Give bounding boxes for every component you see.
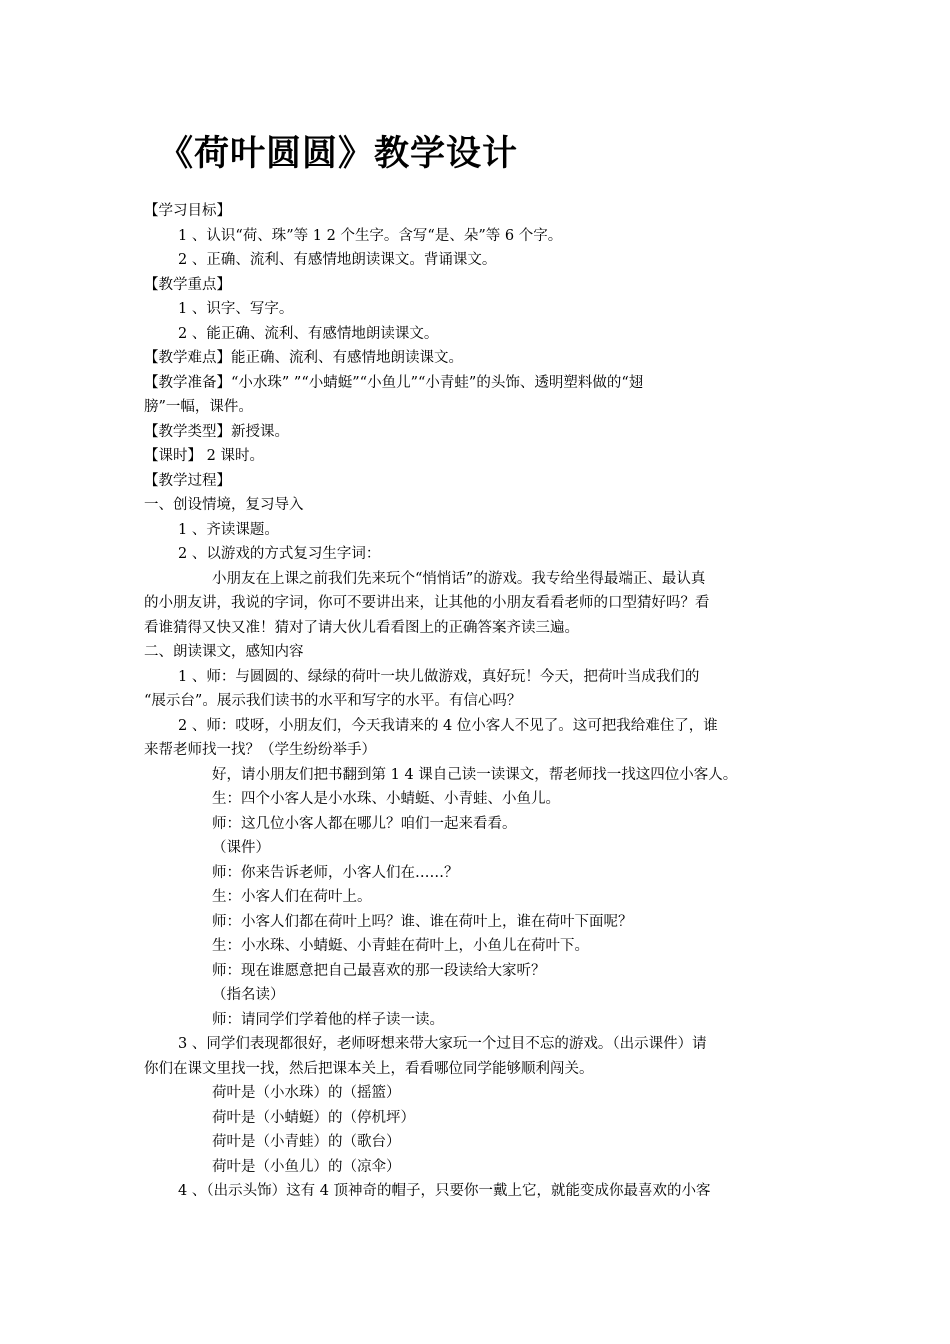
- text-line: 师：现在谁愿意把自己最喜欢的那一段读给大家听？: [212, 962, 546, 979]
- text-line: 2 、以游戏的方式复习生字词：: [178, 546, 381, 562]
- text-line: 3 、同学们表现都很好，老师呀想来带大家玩一个过目不忘的游戏。（出示课件）请: [178, 1036, 707, 1052]
- text-line: 荷叶是（小蜻蜓）的（停机坪）: [212, 1109, 415, 1126]
- text-line: 你们在课文里找一找，然后把课本关上，看看哪位同学能够顺利闯关。: [144, 1060, 594, 1077]
- text-line: 膀”一幅，课件。: [144, 399, 253, 415]
- text-line: 师：小客人们都在荷叶上吗？谁、谁在荷叶上，谁在荷叶下面呢？: [212, 913, 633, 930]
- text-line: 生：小客人们在荷叶上。: [212, 889, 372, 905]
- text-line: 【课时】 2 课时。: [144, 448, 264, 464]
- text-line: 好，请小朋友们把书翻到第 1 4 课自己读一读课文，帮老师找一找这四位小客人。: [212, 766, 738, 783]
- text-line: 【学习目标】: [144, 203, 231, 219]
- text-line: 师：你来告诉老师，小客人们在……？: [212, 864, 459, 881]
- text-line: 荷叶是（小青蛙）的（歌台）: [212, 1134, 401, 1150]
- text-line: 1 、识字、写字。: [178, 301, 294, 317]
- text-line: 的小朋友讲，我说的字词，你可不要讲出来，让其他的小朋友看看老师的口型猜好吗？看: [144, 595, 710, 611]
- text-line: （指名读）: [212, 987, 285, 1003]
- text-line: 生：四个小客人是小水珠、小蜻蜓、小青蛙、小鱼儿。: [212, 791, 560, 807]
- text-line: 一、创设情境，复习导入: [144, 497, 304, 513]
- text-line: 2 、正确、流利、有感情地朗读课文。背诵课文。: [178, 252, 497, 268]
- text-line: 1 、师：与圆圆的、绿绿的荷叶一块儿做游戏，真好玩！今天，把荷叶当成我们的: [178, 668, 700, 685]
- text-line: 2 、师：哎呀，小朋友们，今天我请来的 4 位小客人不见了。这可把我给难住了，谁: [178, 717, 718, 734]
- text-line: 【教学过程】: [144, 472, 231, 489]
- text-line: 看谁猜得又快又准！猜对了请大伙儿看看图上的正确答案齐读三遍。: [144, 619, 579, 636]
- text-line: 4 、（出示头饰）这有 4 顶神奇的帽子，只要你一戴上它，就能变成你最喜欢的小客: [178, 1183, 711, 1199]
- text-line: 荷叶是（小鱼儿）的（凉伞）: [212, 1158, 401, 1175]
- text-line: 【教学类型】新授课。: [144, 423, 289, 440]
- text-line: 1 、认识“荷、珠”等 1 2 个生字。含写“是、朵”等 6 个字。: [178, 227, 563, 244]
- text-line: （课件）: [212, 840, 270, 856]
- document-body: [144, 199, 808, 1204]
- text-line: 1 、齐读课题。: [178, 521, 279, 538]
- text-line: 2 、能正确、流利、有感情地朗读课文。: [178, 325, 439, 342]
- text-line: 【教学难点】能正确、流利、有感情地朗读课文。: [144, 350, 463, 366]
- text-line: 来帮老师找一找？（学生纷纷举手）: [144, 742, 376, 758]
- text-line: 二、朗读课文，感知内容: [144, 644, 304, 660]
- text-line: “展示台”。展示我们读书的水平和写字的水平。有信心吗？: [144, 693, 522, 709]
- document-title: 《荷叶圆圆》教学设计: [158, 134, 519, 174]
- text-line: 【教学准备】“小水珠” ”“小蜻蜓”“小鱼儿”“小青蛙”的头饰、透明塑料做的“翅: [144, 374, 644, 391]
- text-line: 荷叶是（小水珠）的（摇篮）: [212, 1085, 401, 1101]
- text-line: 师：请同学们学着他的样子读一读。: [212, 1011, 444, 1028]
- text-line: 师：这几位小客人都在哪儿？咱们一起来看看。: [212, 815, 517, 832]
- text-line: 【教学重点】: [144, 276, 231, 293]
- text-line: 生：小水珠、小蜻蜓、小青蛙在荷叶上，小鱼儿在荷叶下。: [212, 938, 589, 954]
- text-line: 小朋友在上课之前我们先来玩个“悄悄话”的游戏。我专给坐得最端正、最认真: [212, 570, 706, 587]
